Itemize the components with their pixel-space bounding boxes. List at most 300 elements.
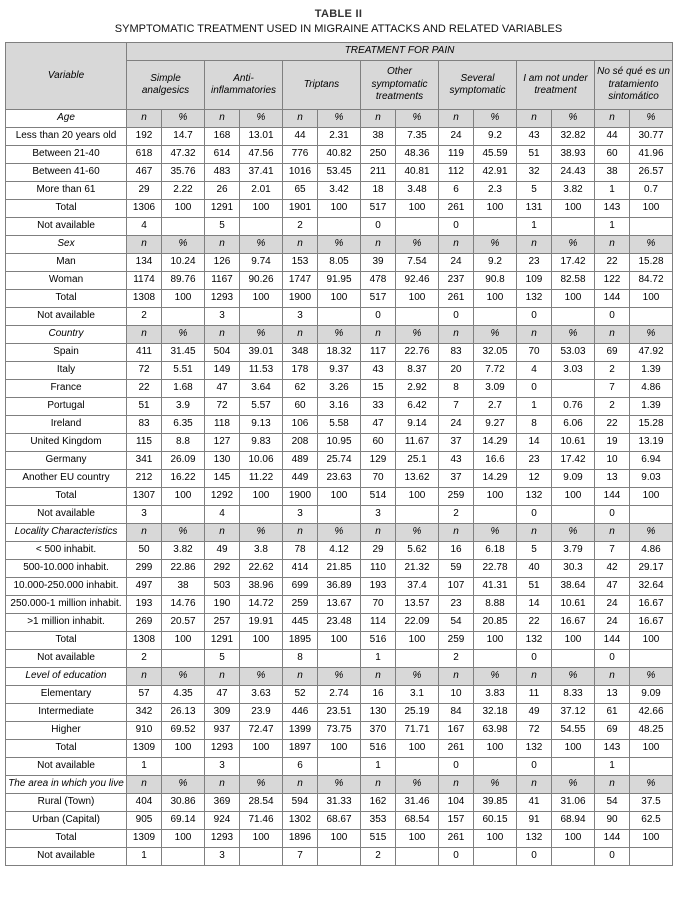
- value-pct: 6.35: [162, 416, 205, 434]
- value-pct: [162, 650, 205, 668]
- value-pct: 3.82: [552, 182, 595, 200]
- row-label: Not available: [6, 506, 127, 524]
- value-n: 1896: [283, 830, 318, 848]
- value-n: 414: [283, 560, 318, 578]
- value-pct: [240, 848, 283, 866]
- value-pct: 3.26: [318, 380, 361, 398]
- value-pct: 7.72: [474, 362, 517, 380]
- value-pct: 9.13: [240, 416, 283, 434]
- value-n: 18: [361, 182, 396, 200]
- row-label: Higher: [6, 722, 127, 740]
- value-n: 23: [517, 254, 552, 272]
- value-n: 208: [283, 434, 318, 452]
- value-n: 1: [361, 758, 396, 776]
- value-pct: [630, 650, 673, 668]
- value-pct: [318, 506, 361, 524]
- subheader-pct: %: [318, 326, 361, 344]
- value-n: 369: [205, 794, 240, 812]
- value-pct: 25.74: [318, 452, 361, 470]
- value-n: 2: [361, 848, 396, 866]
- value-pct: 6.06: [552, 416, 595, 434]
- value-n: 114: [361, 614, 396, 632]
- value-n: 69: [595, 722, 630, 740]
- table-row: [6, 596, 673, 614]
- value-n: 130: [361, 704, 396, 722]
- subheader-n: n: [517, 110, 552, 128]
- row-label: Intermediate: [6, 704, 127, 722]
- value-n: 3: [361, 506, 396, 524]
- subheader-pct: %: [318, 668, 361, 686]
- value-pct: 15.28: [630, 254, 673, 272]
- value-pct: 26.13: [162, 704, 205, 722]
- value-pct: 16.67: [630, 614, 673, 632]
- subheader-n: n: [595, 776, 630, 794]
- value-n: 10: [595, 452, 630, 470]
- value-n: 1167: [205, 272, 240, 290]
- value-n: 503: [205, 578, 240, 596]
- value-n: 49: [205, 542, 240, 560]
- subheader-n: n: [361, 326, 396, 344]
- value-n: 115: [127, 434, 162, 452]
- subheader-n: n: [439, 110, 474, 128]
- table-row: [6, 578, 673, 596]
- value-pct: 20.57: [162, 614, 205, 632]
- value-pct: [318, 308, 361, 326]
- value-n: 0: [439, 848, 474, 866]
- row-label: Total: [6, 830, 127, 848]
- value-n: 1309: [127, 830, 162, 848]
- treatment-group-header: Several symptomatic: [439, 61, 517, 110]
- value-pct: [630, 848, 673, 866]
- section-name: Locality Characteristics: [6, 524, 127, 542]
- subheader-pct: %: [162, 110, 205, 128]
- value-pct: 29.17: [630, 560, 673, 578]
- row-label: < 500 inhabit.: [6, 542, 127, 560]
- value-pct: 38: [162, 578, 205, 596]
- value-n: 1901: [283, 200, 318, 218]
- value-n: 26: [205, 182, 240, 200]
- value-n: 109: [517, 272, 552, 290]
- value-pct: 13.62: [396, 470, 439, 488]
- row-label: Italy: [6, 362, 127, 380]
- table-row: [6, 254, 673, 272]
- value-pct: 9.37: [318, 362, 361, 380]
- value-n: 1291: [205, 632, 240, 650]
- value-pct: 37.4: [396, 578, 439, 596]
- value-pct: 100: [396, 290, 439, 308]
- section-name: Age: [6, 110, 127, 128]
- value-n: 4: [127, 218, 162, 236]
- value-n: 261: [439, 200, 474, 218]
- value-pct: 41.96: [630, 146, 673, 164]
- value-n: 15: [361, 380, 396, 398]
- value-pct: [396, 848, 439, 866]
- value-n: 1309: [127, 740, 162, 758]
- table-row: [6, 758, 673, 776]
- value-n: 132: [517, 830, 552, 848]
- value-n: 449: [283, 470, 318, 488]
- row-label: Not available: [6, 758, 127, 776]
- row-label: United Kingdom: [6, 434, 127, 452]
- value-n: 1: [517, 398, 552, 416]
- value-pct: 47.56: [240, 146, 283, 164]
- value-n: 516: [361, 740, 396, 758]
- value-n: 145: [205, 470, 240, 488]
- value-n: 122: [595, 272, 630, 290]
- value-n: 1308: [127, 632, 162, 650]
- value-pct: [552, 758, 595, 776]
- value-n: 110: [361, 560, 396, 578]
- value-n: 44: [283, 128, 318, 146]
- value-pct: 23.63: [318, 470, 361, 488]
- value-pct: 2.3: [474, 182, 517, 200]
- value-n: 517: [361, 290, 396, 308]
- value-pct: 25.19: [396, 704, 439, 722]
- subheader-n: n: [439, 236, 474, 254]
- value-n: 104: [439, 794, 474, 812]
- subheader-pct: %: [318, 776, 361, 794]
- value-pct: 30.86: [162, 794, 205, 812]
- value-n: 83: [439, 344, 474, 362]
- value-n: 70: [361, 596, 396, 614]
- value-n: 7: [595, 380, 630, 398]
- value-pct: [240, 650, 283, 668]
- value-pct: 100: [318, 200, 361, 218]
- value-n: 91: [517, 812, 552, 830]
- value-pct: 54.55: [552, 722, 595, 740]
- value-n: 144: [595, 488, 630, 506]
- subheader-pct: %: [396, 776, 439, 794]
- value-pct: 73.75: [318, 722, 361, 740]
- value-pct: 10.61: [552, 596, 595, 614]
- value-pct: 13.01: [240, 128, 283, 146]
- value-pct: 3.8: [240, 542, 283, 560]
- value-pct: 5.62: [396, 542, 439, 560]
- subheader-n: n: [361, 236, 396, 254]
- table-row: [6, 488, 673, 506]
- value-pct: 38.96: [240, 578, 283, 596]
- value-n: 292: [205, 560, 240, 578]
- variable-column-header: Variable: [6, 43, 127, 110]
- table-row: [6, 740, 673, 758]
- value-n: 0: [517, 758, 552, 776]
- value-pct: 14.29: [474, 434, 517, 452]
- treatment-for-pain-header: TREATMENT FOR PAIN: [127, 43, 673, 61]
- row-label: Portugal: [6, 398, 127, 416]
- subheader-n: n: [595, 110, 630, 128]
- subheader-pct: %: [240, 668, 283, 686]
- value-n: 19: [595, 434, 630, 452]
- value-pct: [474, 650, 517, 668]
- value-n: 3: [205, 758, 240, 776]
- table-row: [6, 182, 673, 200]
- value-n: 47: [361, 416, 396, 434]
- subheader-n: n: [517, 668, 552, 686]
- subheader-pct: %: [396, 326, 439, 344]
- value-n: 132: [517, 290, 552, 308]
- value-n: 168: [205, 128, 240, 146]
- value-pct: 100: [318, 740, 361, 758]
- value-n: 411: [127, 344, 162, 362]
- value-n: 1: [595, 218, 630, 236]
- subheader-pct: %: [630, 776, 673, 794]
- table-row: [6, 794, 673, 812]
- value-n: 478: [361, 272, 396, 290]
- value-pct: 100: [318, 290, 361, 308]
- subheader-pct: %: [162, 236, 205, 254]
- value-pct: 30.3: [552, 560, 595, 578]
- value-pct: 53.03: [552, 344, 595, 362]
- value-n: 483: [205, 164, 240, 182]
- table-row: [6, 362, 673, 380]
- value-n: 7: [439, 398, 474, 416]
- value-n: 8: [517, 416, 552, 434]
- subheader-pct: %: [318, 236, 361, 254]
- value-pct: 3.48: [396, 182, 439, 200]
- table-row: [6, 452, 673, 470]
- row-label: Total: [6, 488, 127, 506]
- subheader-n: n: [439, 524, 474, 542]
- value-pct: 8.37: [396, 362, 439, 380]
- value-n: 16: [361, 686, 396, 704]
- value-pct: 39.85: [474, 794, 517, 812]
- row-label: More than 61: [6, 182, 127, 200]
- value-n: 342: [127, 704, 162, 722]
- subheader-pct: %: [552, 776, 595, 794]
- value-n: 54: [595, 794, 630, 812]
- value-n: 39: [361, 254, 396, 272]
- subheader-n: n: [205, 236, 240, 254]
- subheader-n: n: [439, 776, 474, 794]
- value-pct: 40.82: [318, 146, 361, 164]
- value-n: 1293: [205, 830, 240, 848]
- value-pct: 21.32: [396, 560, 439, 578]
- value-n: 13: [595, 686, 630, 704]
- value-pct: [552, 848, 595, 866]
- value-n: 127: [205, 434, 240, 452]
- value-pct: 32.82: [552, 128, 595, 146]
- value-pct: [474, 758, 517, 776]
- value-n: 1897: [283, 740, 318, 758]
- value-pct: 100: [396, 488, 439, 506]
- value-n: 0: [361, 308, 396, 326]
- table-subtitle: SYMPTOMATIC TREATMENT USED IN MIGRAINE ATTACKS AND RELATED VARIABLES: [114, 23, 563, 35]
- value-pct: [162, 758, 205, 776]
- value-pct: 68.54: [396, 812, 439, 830]
- treatment-group-header: Triptans: [283, 61, 361, 110]
- value-pct: 3.64: [240, 380, 283, 398]
- data-table: [5, 42, 673, 866]
- section-header-row: [6, 776, 673, 794]
- value-pct: 6.18: [474, 542, 517, 560]
- row-label: Elementary: [6, 686, 127, 704]
- value-n: 29: [127, 182, 162, 200]
- value-pct: 41.31: [474, 578, 517, 596]
- treatment-group-header: Other symptomatic treatments: [361, 61, 439, 110]
- value-pct: 100: [396, 830, 439, 848]
- row-label: Urban (Capital): [6, 812, 127, 830]
- value-n: 299: [127, 560, 162, 578]
- table-row: [6, 164, 673, 182]
- value-pct: 100: [162, 488, 205, 506]
- value-n: 193: [127, 596, 162, 614]
- value-n: 699: [283, 578, 318, 596]
- table-body: [6, 110, 673, 866]
- subheader-n: n: [595, 668, 630, 686]
- value-n: 1292: [205, 488, 240, 506]
- value-n: 1174: [127, 272, 162, 290]
- value-n: 497: [127, 578, 162, 596]
- value-n: 0: [439, 218, 474, 236]
- value-n: 1: [361, 650, 396, 668]
- subheader-n: n: [205, 668, 240, 686]
- value-n: 60: [361, 434, 396, 452]
- value-n: 2: [439, 650, 474, 668]
- value-pct: 2.92: [396, 380, 439, 398]
- row-label: Ireland: [6, 416, 127, 434]
- value-pct: [474, 308, 517, 326]
- table-row: [6, 506, 673, 524]
- value-n: 4: [205, 506, 240, 524]
- value-pct: [162, 308, 205, 326]
- value-n: 261: [439, 740, 474, 758]
- value-pct: 4.12: [318, 542, 361, 560]
- value-pct: 100: [474, 632, 517, 650]
- value-pct: 23.9: [240, 704, 283, 722]
- value-pct: 100: [240, 830, 283, 848]
- value-pct: 100: [396, 740, 439, 758]
- row-label: 10.000-250.000 inhabit.: [6, 578, 127, 596]
- value-pct: [552, 308, 595, 326]
- value-pct: 9.2: [474, 254, 517, 272]
- row-label: Germany: [6, 452, 127, 470]
- value-n: 24: [439, 128, 474, 146]
- value-n: 134: [127, 254, 162, 272]
- value-pct: 13.57: [396, 596, 439, 614]
- value-n: 8: [439, 380, 474, 398]
- value-n: 924: [205, 812, 240, 830]
- value-pct: 90.8: [474, 272, 517, 290]
- value-n: 83: [127, 416, 162, 434]
- value-pct: [474, 218, 517, 236]
- subheader-n: n: [517, 776, 552, 794]
- value-pct: 68.94: [552, 812, 595, 830]
- value-pct: 47.92: [630, 344, 673, 362]
- value-pct: 0.7: [630, 182, 673, 200]
- value-pct: 14.72: [240, 596, 283, 614]
- value-n: 0: [361, 218, 396, 236]
- value-n: 60: [595, 146, 630, 164]
- value-n: 143: [595, 200, 630, 218]
- row-label: Rural (Town): [6, 794, 127, 812]
- value-pct: [162, 218, 205, 236]
- value-pct: 1.39: [630, 362, 673, 380]
- value-n: 144: [595, 632, 630, 650]
- value-n: 22: [595, 416, 630, 434]
- value-pct: 68.67: [318, 812, 361, 830]
- value-n: 51: [517, 578, 552, 596]
- value-pct: 26.57: [630, 164, 673, 182]
- value-pct: 100: [630, 632, 673, 650]
- value-pct: 42.91: [474, 164, 517, 182]
- value-pct: 100: [630, 740, 673, 758]
- value-pct: 17.42: [552, 452, 595, 470]
- value-n: 106: [283, 416, 318, 434]
- row-label: Not available: [6, 848, 127, 866]
- section-name: Level of education: [6, 668, 127, 686]
- subheader-pct: %: [162, 776, 205, 794]
- value-pct: 16.67: [630, 596, 673, 614]
- table-row: [6, 128, 673, 146]
- value-n: 65: [283, 182, 318, 200]
- table-row: [6, 560, 673, 578]
- value-pct: 3.63: [240, 686, 283, 704]
- value-n: 130: [205, 452, 240, 470]
- value-pct: 53.45: [318, 164, 361, 182]
- value-pct: 48.25: [630, 722, 673, 740]
- value-pct: 10.06: [240, 452, 283, 470]
- value-pct: 9.03: [630, 470, 673, 488]
- value-pct: 100: [396, 200, 439, 218]
- value-pct: 10.95: [318, 434, 361, 452]
- value-n: 261: [439, 290, 474, 308]
- value-n: 13: [595, 470, 630, 488]
- value-n: 353: [361, 812, 396, 830]
- value-pct: 100: [552, 830, 595, 848]
- value-pct: 5.57: [240, 398, 283, 416]
- value-pct: 3.42: [318, 182, 361, 200]
- value-n: 78: [283, 542, 318, 560]
- value-n: 43: [439, 452, 474, 470]
- value-n: 341: [127, 452, 162, 470]
- row-label: Total: [6, 740, 127, 758]
- table-row: [6, 650, 673, 668]
- value-pct: [162, 506, 205, 524]
- subheader-pct: %: [318, 110, 361, 128]
- value-n: 910: [127, 722, 162, 740]
- subheader-pct: %: [396, 236, 439, 254]
- table-row: [6, 308, 673, 326]
- value-n: 259: [439, 488, 474, 506]
- value-pct: 22.62: [240, 560, 283, 578]
- value-pct: [396, 218, 439, 236]
- value-pct: [396, 650, 439, 668]
- value-pct: 39.01: [240, 344, 283, 362]
- value-n: 32: [517, 164, 552, 182]
- value-n: 237: [439, 272, 474, 290]
- value-pct: 100: [474, 830, 517, 848]
- value-pct: [630, 758, 673, 776]
- subheader-n: n: [127, 668, 162, 686]
- table-row: [6, 614, 673, 632]
- value-n: 1895: [283, 632, 318, 650]
- value-pct: [552, 218, 595, 236]
- value-pct: 2.74: [318, 686, 361, 704]
- value-pct: [240, 308, 283, 326]
- subheader-pct: %: [474, 326, 517, 344]
- subheader-n: n: [283, 668, 318, 686]
- value-pct: [396, 506, 439, 524]
- value-n: 24: [595, 614, 630, 632]
- value-pct: [318, 848, 361, 866]
- value-n: 84: [439, 704, 474, 722]
- value-n: 3: [205, 308, 240, 326]
- value-n: 5: [517, 182, 552, 200]
- subheader-pct: %: [240, 110, 283, 128]
- header-row-top: [6, 43, 673, 61]
- value-n: 6: [283, 758, 318, 776]
- value-pct: 100: [474, 200, 517, 218]
